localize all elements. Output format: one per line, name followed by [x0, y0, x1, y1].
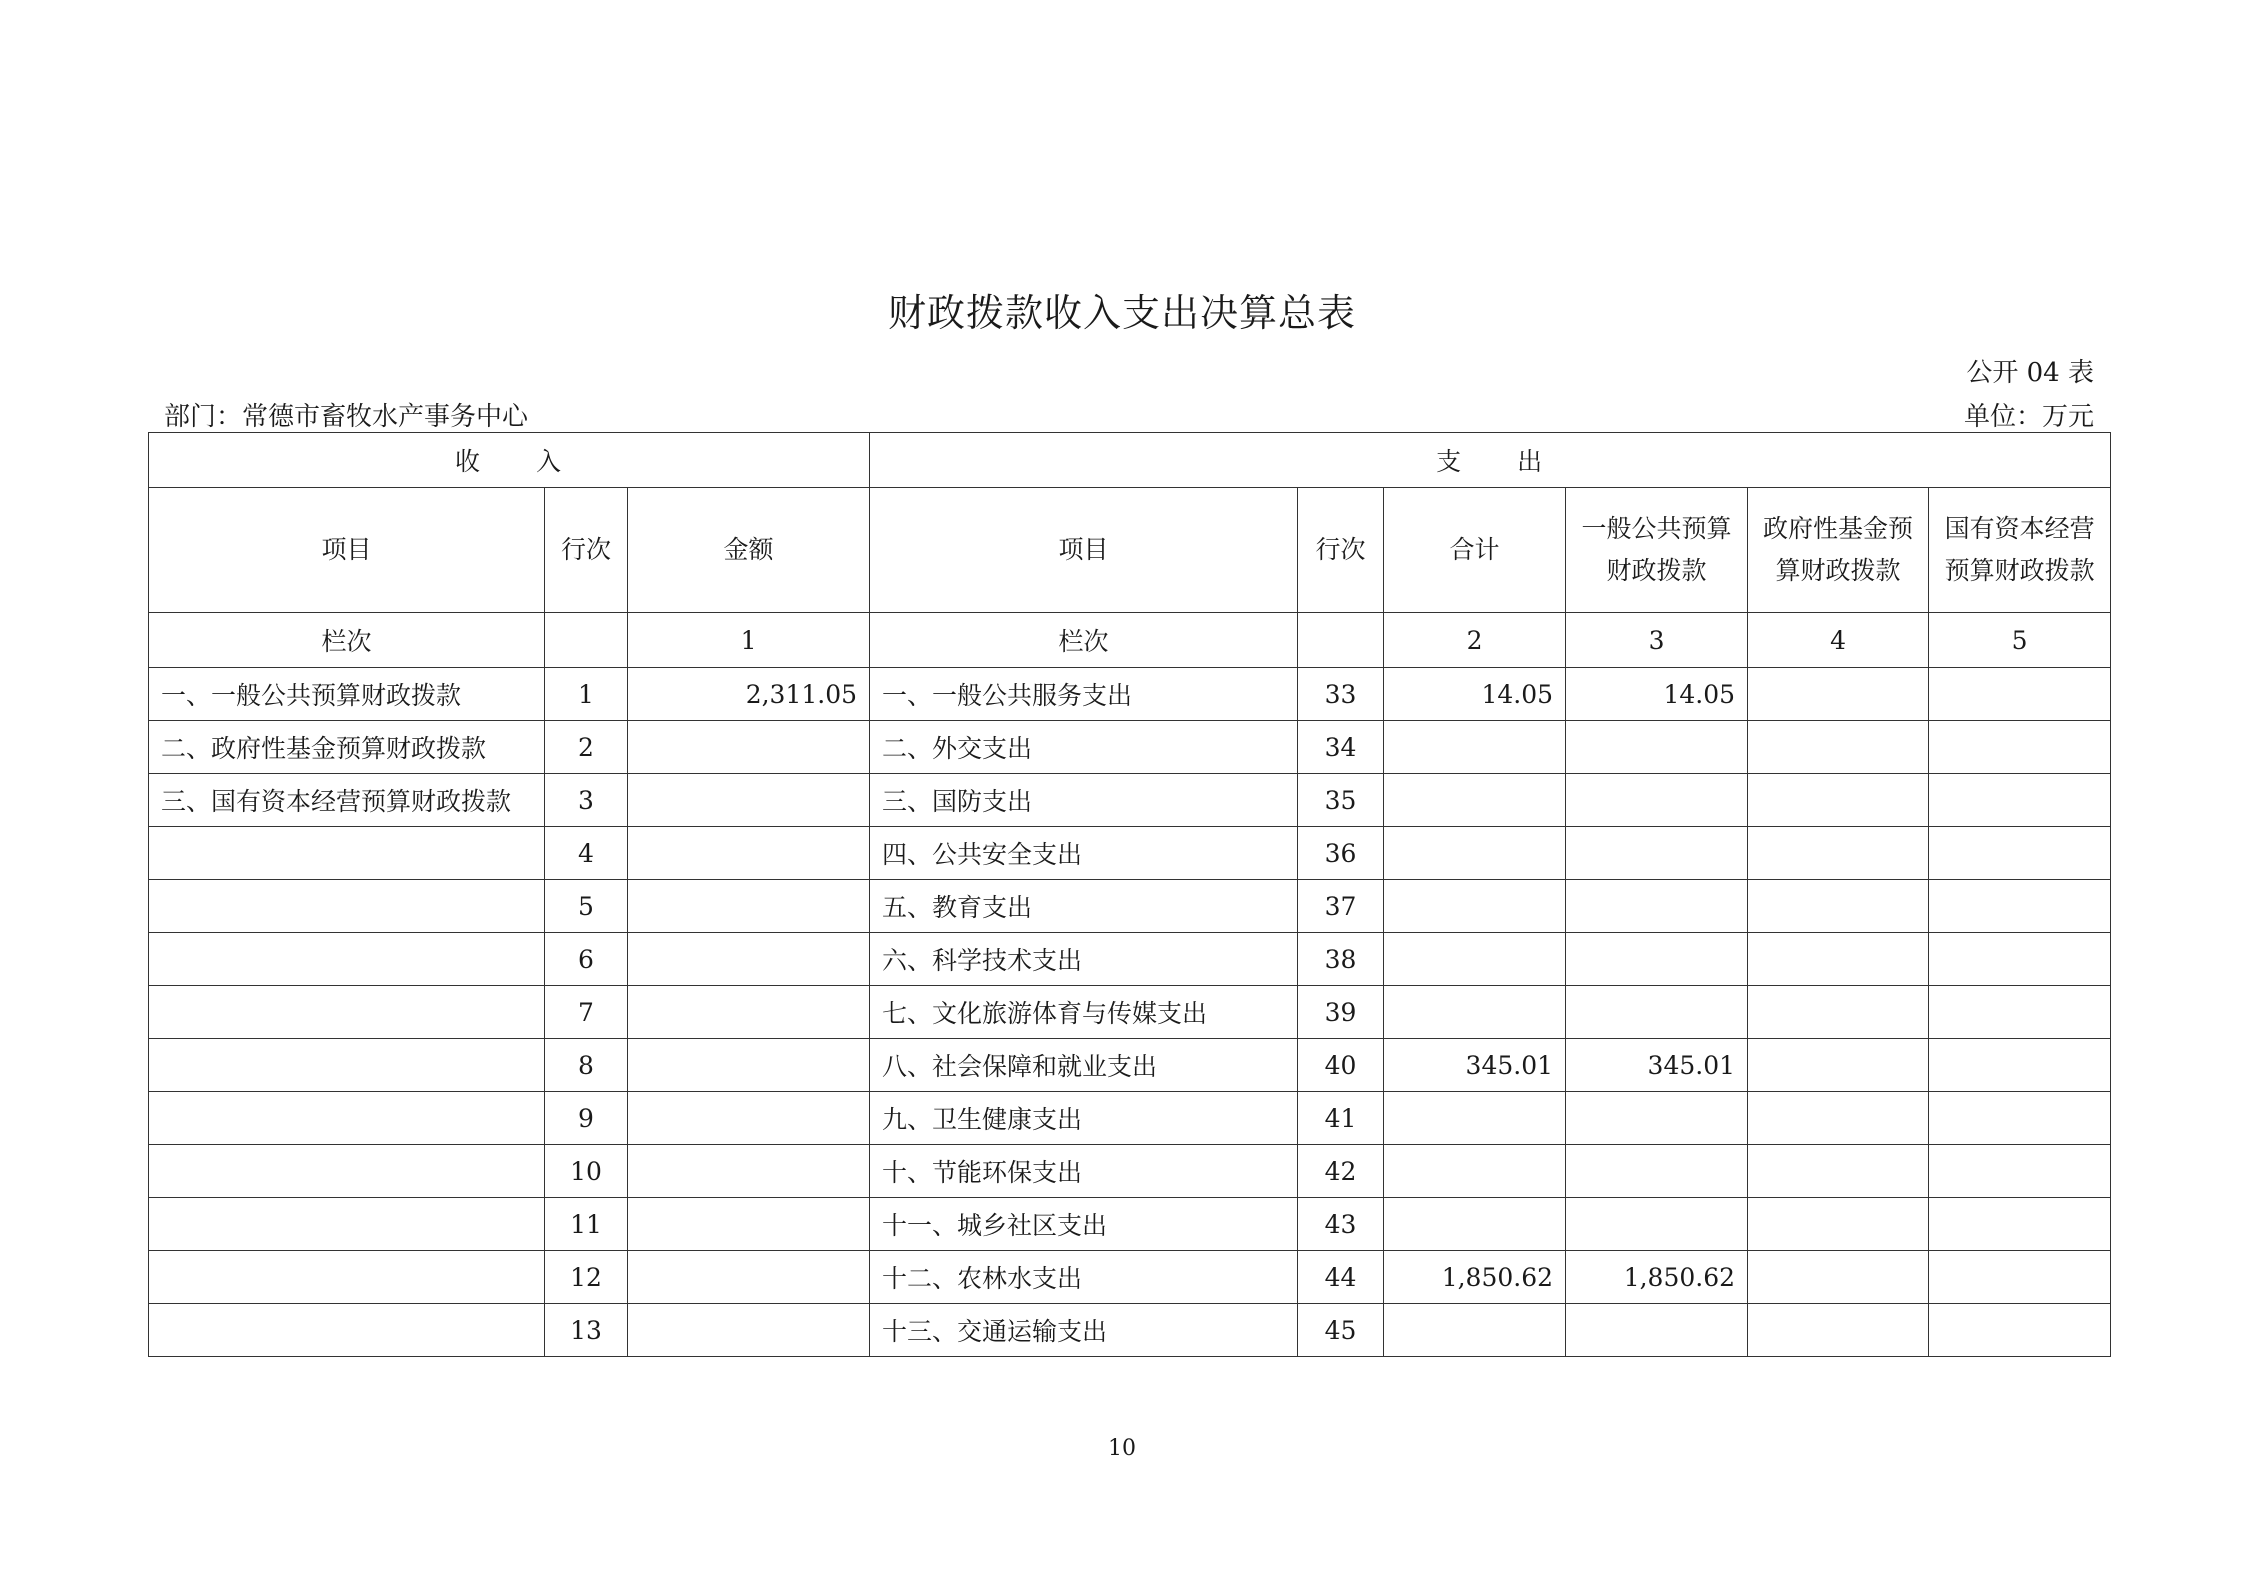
column-number-row [149, 613, 2111, 668]
expense-gov-fund-cell [1748, 1039, 1929, 1092]
expense-row-number-cell: 37 [1298, 880, 1384, 933]
expense-general-budget-cell [1566, 827, 1748, 880]
expense-row-number-cell: 43 [1298, 1198, 1384, 1251]
expense-general-budget-cell [1566, 933, 1748, 986]
expense-item-cell: 四、公共安全支出 [870, 827, 1298, 880]
table-row [149, 1251, 2111, 1304]
income-item-cell: 三、国有资本经营预算财政拨款 [149, 774, 545, 827]
expense-item-cell: 三、国防支出 [870, 774, 1298, 827]
colno-expense-row [1298, 613, 1384, 668]
income-row-number-cell: 3 [545, 774, 628, 827]
expense-state-capital-cell [1929, 1198, 2111, 1251]
expense-state-capital-cell [1929, 880, 2111, 933]
colno-expense-general: 3 [1566, 613, 1748, 668]
page-number: 10 [1108, 1436, 1136, 1461]
income-item-cell [149, 933, 545, 986]
table-row [149, 1145, 2111, 1198]
expense-gov-fund-cell [1748, 1304, 1929, 1357]
expense-general-budget-cell [1566, 1198, 1748, 1251]
expense-state-capital-cell [1929, 1092, 2111, 1145]
colno-expense-total: 2 [1384, 613, 1566, 668]
expense-item-cell: 一、一般公共服务支出 [870, 668, 1298, 721]
expense-state-capital-cell [1929, 1145, 2111, 1198]
expense-general-budget-cell [1566, 1304, 1748, 1357]
expense-gov-fund-cell [1748, 933, 1929, 986]
expense-gov-fund-cell [1748, 1092, 1929, 1145]
expense-general-budget-cell [1566, 986, 1748, 1039]
income-amount-cell [628, 880, 870, 933]
header-expense-row: 行次 [1298, 488, 1384, 613]
income-amount-cell [628, 1145, 870, 1198]
expense-total-cell [1384, 1304, 1566, 1357]
colno-expense-state-capital: 5 [1929, 613, 2111, 668]
expense-general-budget-cell: 14.05 [1566, 668, 1748, 721]
expense-row-number-cell: 38 [1298, 933, 1384, 986]
expense-general-budget-cell [1566, 880, 1748, 933]
header-expense-total: 合计 [1384, 488, 1566, 613]
colno-income-amount: 1 [628, 613, 870, 668]
expense-item-cell: 十、节能环保支出 [870, 1145, 1298, 1198]
income-row-number-cell: 6 [545, 933, 628, 986]
income-item-cell: 一、一般公共预算财政拨款 [149, 668, 545, 721]
income-row-number-cell: 7 [545, 986, 628, 1039]
header-expense-item: 项目 [870, 488, 1298, 613]
unit-label: 单位：万元 [1963, 402, 2094, 432]
expense-state-capital-cell [1929, 668, 2111, 721]
expense-item-cell: 十三、交通运输支出 [870, 1304, 1298, 1357]
expense-gov-fund-cell [1748, 774, 1929, 827]
expense-total-cell [1384, 774, 1566, 827]
column-header-row [149, 488, 2111, 613]
expense-gov-fund-cell [1748, 668, 1929, 721]
expense-row-number-cell: 35 [1298, 774, 1384, 827]
income-row-number-cell: 11 [545, 1198, 628, 1251]
header-income-amount: 金额 [628, 488, 870, 613]
expense-general-budget-cell [1566, 1145, 1748, 1198]
expense-row-number-cell: 40 [1298, 1039, 1384, 1092]
income-row-number-cell: 9 [545, 1092, 628, 1145]
expense-state-capital-cell [1929, 1304, 2111, 1357]
income-amount-cell [628, 986, 870, 1039]
colno-expense-item: 栏次 [870, 613, 1298, 668]
income-item-cell: 二、政府性基金预算财政拨款 [149, 721, 545, 774]
expense-row-number-cell: 44 [1298, 1251, 1384, 1304]
income-item-cell [149, 880, 545, 933]
expense-state-capital-cell [1929, 933, 2111, 986]
income-item-cell [149, 1039, 545, 1092]
expense-section-header: 支 出 [870, 433, 2111, 488]
budget-table [148, 432, 2111, 1357]
expense-gov-fund-cell [1748, 827, 1929, 880]
expense-total-cell: 1,850.62 [1384, 1251, 1566, 1304]
colno-income-item: 栏次 [149, 613, 545, 668]
income-item-cell [149, 1198, 545, 1251]
expense-total-cell [1384, 1198, 1566, 1251]
expense-general-budget-cell: 345.01 [1566, 1039, 1748, 1092]
expense-item-cell: 五、教育支出 [870, 880, 1298, 933]
expense-row-number-cell: 34 [1298, 721, 1384, 774]
expense-item-cell: 八、社会保障和就业支出 [870, 1039, 1298, 1092]
income-amount-cell [628, 1092, 870, 1145]
expense-row-number-cell: 41 [1298, 1092, 1384, 1145]
table-row [149, 668, 2111, 721]
expense-total-cell [1384, 1145, 1566, 1198]
expense-item-cell: 二、外交支出 [870, 721, 1298, 774]
expense-state-capital-cell [1929, 827, 2111, 880]
expense-total-cell [1384, 721, 1566, 774]
expense-total-cell [1384, 827, 1566, 880]
expense-row-number-cell: 33 [1298, 668, 1384, 721]
income-amount-cell: 2,311.05 [628, 668, 870, 721]
income-row-number-cell: 1 [545, 668, 628, 721]
section-header-row [149, 433, 2111, 488]
expense-total-cell: 345.01 [1384, 1039, 1566, 1092]
colno-income-row [545, 613, 628, 668]
income-amount-cell [628, 933, 870, 986]
income-amount-cell [628, 1304, 870, 1357]
income-row-number-cell: 5 [545, 880, 628, 933]
expense-state-capital-cell [1929, 1039, 2111, 1092]
income-item-cell [149, 986, 545, 1039]
expense-gov-fund-cell [1748, 1251, 1929, 1304]
income-amount-cell [628, 1251, 870, 1304]
department-label: 部门：常德市畜牧水产事务中心 [164, 402, 529, 432]
table-row [149, 933, 2111, 986]
table-row [149, 721, 2111, 774]
header-expense-gov-fund: 政府性基金预算财政拨款 [1748, 488, 1929, 613]
table-row [149, 827, 2111, 880]
expense-item-cell: 九、卫生健康支出 [870, 1092, 1298, 1145]
expense-state-capital-cell [1929, 986, 2111, 1039]
income-row-number-cell: 12 [545, 1251, 628, 1304]
expense-row-number-cell: 42 [1298, 1145, 1384, 1198]
income-amount-cell [628, 1198, 870, 1251]
income-amount-cell [628, 774, 870, 827]
income-item-cell [149, 1145, 545, 1198]
table-row [149, 1198, 2111, 1251]
expense-total-cell: 14.05 [1384, 668, 1566, 721]
income-row-number-cell: 10 [545, 1145, 628, 1198]
expense-total-cell [1384, 986, 1566, 1039]
expense-row-number-cell: 36 [1298, 827, 1384, 880]
table-row [149, 774, 2111, 827]
expense-gov-fund-cell [1748, 986, 1929, 1039]
income-item-cell [149, 1251, 545, 1304]
income-item-cell [149, 827, 545, 880]
income-item-cell [149, 1092, 545, 1145]
header-expense-state-capital: 国有资本经营预算财政拨款 [1929, 488, 2111, 613]
header-expense-general: 一般公共预算财政拨款 [1566, 488, 1748, 613]
expense-row-number-cell: 45 [1298, 1304, 1384, 1357]
table-row [149, 1304, 2111, 1357]
income-row-number-cell: 13 [545, 1304, 628, 1357]
expense-total-cell [1384, 880, 1566, 933]
expense-general-budget-cell: 1,850.62 [1566, 1251, 1748, 1304]
expense-item-cell: 七、文化旅游体育与传媒支出 [870, 986, 1298, 1039]
expense-total-cell [1384, 1092, 1566, 1145]
income-amount-cell [628, 721, 870, 774]
expense-state-capital-cell [1929, 774, 2111, 827]
expense-total-cell [1384, 933, 1566, 986]
expense-general-budget-cell [1566, 774, 1748, 827]
expense-gov-fund-cell [1748, 1198, 1929, 1251]
expense-gov-fund-cell [1748, 721, 1929, 774]
expense-row-number-cell: 39 [1298, 986, 1384, 1039]
table-row [149, 986, 2111, 1039]
income-amount-cell [628, 827, 870, 880]
income-row-number-cell: 4 [545, 827, 628, 880]
income-row-number-cell: 2 [545, 721, 628, 774]
colno-expense-gov-fund: 4 [1748, 613, 1929, 668]
expense-state-capital-cell [1929, 721, 2111, 774]
income-section-header: 收 入 [149, 433, 870, 488]
expense-gov-fund-cell [1748, 880, 1929, 933]
expense-item-cell: 六、科学技术支出 [870, 933, 1298, 986]
table-row [149, 1092, 2111, 1145]
expense-general-budget-cell [1566, 1092, 1748, 1145]
table-row [149, 880, 2111, 933]
income-row-number-cell: 8 [545, 1039, 628, 1092]
expense-state-capital-cell [1929, 1251, 2111, 1304]
expense-general-budget-cell [1566, 721, 1748, 774]
expense-gov-fund-cell [1748, 1145, 1929, 1198]
report-title: 财政拨款收入支出决算总表 [887, 291, 1356, 335]
header-income-item: 项目 [149, 488, 545, 613]
form-number: 公开 04 表 [1966, 358, 2094, 388]
header-income-row: 行次 [545, 488, 628, 613]
income-amount-cell [628, 1039, 870, 1092]
table-row [149, 1039, 2111, 1092]
expense-item-cell: 十一、城乡社区支出 [870, 1198, 1298, 1251]
expense-item-cell: 十二、农林水支出 [870, 1251, 1298, 1304]
income-item-cell [149, 1304, 545, 1357]
